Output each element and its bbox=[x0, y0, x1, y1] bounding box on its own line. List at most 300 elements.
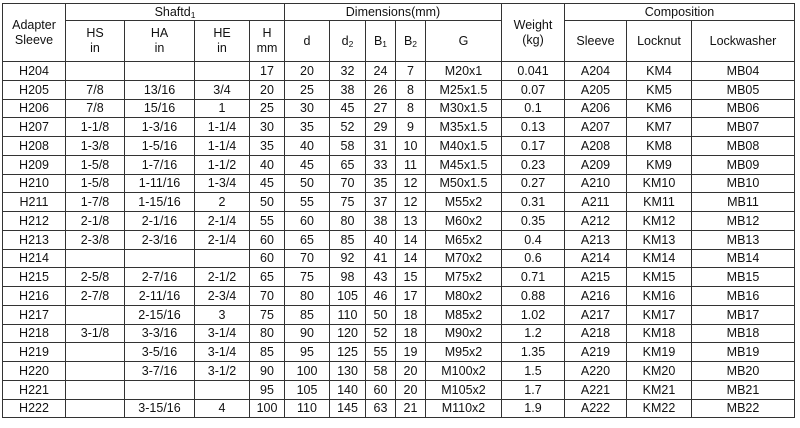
cell-d: 100 bbox=[285, 362, 330, 381]
cell-he: 2-1/4 bbox=[195, 230, 250, 249]
cell-he bbox=[195, 249, 250, 268]
dimensions-header: Dimensions(mm) bbox=[285, 4, 502, 21]
cell-ha: 2-1/16 bbox=[125, 212, 195, 231]
cell-d: 110 bbox=[285, 399, 330, 418]
cell-weight: 1.02 bbox=[502, 305, 565, 324]
cell-d2: 70 bbox=[330, 174, 366, 193]
cell-he: 3/4 bbox=[195, 80, 250, 99]
cell-d: 35 bbox=[285, 118, 330, 137]
cell-d2: 98 bbox=[330, 268, 366, 287]
cell-b2: 14 bbox=[396, 230, 426, 249]
cell-b1: 63 bbox=[366, 399, 396, 418]
cell-weight: 0.23 bbox=[502, 155, 565, 174]
cell-sleeve-id: H213 bbox=[3, 230, 66, 249]
d2-header bbox=[330, 21, 366, 62]
cell-g: M30x1.5 bbox=[426, 99, 502, 118]
cell-b1: 35 bbox=[366, 174, 396, 193]
cell-b2: 9 bbox=[396, 118, 426, 137]
cell-weight: 1.9 bbox=[502, 399, 565, 418]
cell-ha: 3-3/16 bbox=[125, 324, 195, 343]
cell-lockwasher: MB04 bbox=[692, 62, 795, 81]
cell-d: 20 bbox=[285, 62, 330, 81]
cell-hs: 1-5/8 bbox=[66, 155, 125, 174]
cell-d: 40 bbox=[285, 137, 330, 156]
cell-weight: 0.1 bbox=[502, 99, 565, 118]
shaft-header-subscript: 1 bbox=[190, 10, 196, 20]
cell-he: 2 bbox=[195, 193, 250, 212]
ha-header-line1: HA bbox=[150, 26, 169, 40]
cell-lockwasher: MB19 bbox=[692, 343, 795, 362]
header-row-top bbox=[3, 4, 795, 21]
cell-h: 35 bbox=[250, 137, 285, 156]
cell-hs bbox=[66, 305, 125, 324]
b1-header-subscript: 1 bbox=[382, 39, 388, 49]
cell-h: 45 bbox=[250, 174, 285, 193]
cell-d: 90 bbox=[285, 324, 330, 343]
he-header bbox=[195, 21, 250, 62]
cell-lockwasher: MB21 bbox=[692, 380, 795, 399]
cell-d: 70 bbox=[285, 249, 330, 268]
cell-hs bbox=[66, 399, 125, 418]
shaft-header-label: Shaftd bbox=[154, 5, 191, 19]
cell-sleeve: A222 bbox=[565, 399, 627, 418]
cell-ha: 1-15/16 bbox=[125, 193, 195, 212]
cell-b1: 31 bbox=[366, 137, 396, 156]
d2-header-label: d bbox=[341, 34, 349, 48]
cell-d: 50 bbox=[285, 174, 330, 193]
cell-d: 60 bbox=[285, 212, 330, 231]
cell-sleeve-id: H216 bbox=[3, 287, 66, 306]
cell-locknut: KM15 bbox=[627, 268, 692, 287]
cell-weight: 1.35 bbox=[502, 343, 565, 362]
cell-b2: 15 bbox=[396, 268, 426, 287]
cell-d2: 92 bbox=[330, 249, 366, 268]
cell-lockwasher: MB12 bbox=[692, 212, 795, 231]
cell-sleeve: A204 bbox=[565, 62, 627, 81]
cell-b2: 11 bbox=[396, 155, 426, 174]
cell-ha: 1-3/16 bbox=[125, 118, 195, 137]
cell-locknut: KM22 bbox=[627, 399, 692, 418]
cell-he: 3-1/2 bbox=[195, 362, 250, 381]
cell-ha: 15/16 bbox=[125, 99, 195, 118]
cell-b2: 8 bbox=[396, 99, 426, 118]
cell-g: M20x1 bbox=[426, 62, 502, 81]
cell-d2: 32 bbox=[330, 62, 366, 81]
cell-hs: 7/8 bbox=[66, 99, 125, 118]
cell-hs bbox=[66, 362, 125, 381]
cell-lockwasher: MB20 bbox=[692, 362, 795, 381]
cell-h: 70 bbox=[250, 287, 285, 306]
cell-d2: 65 bbox=[330, 155, 366, 174]
cell-g: M70x2 bbox=[426, 249, 502, 268]
cell-sleeve-id: H212 bbox=[3, 212, 66, 231]
cell-weight: 0.6 bbox=[502, 249, 565, 268]
cell-ha bbox=[125, 62, 195, 81]
cell-sleeve-id: H221 bbox=[3, 380, 66, 399]
cell-sleeve-id: H210 bbox=[3, 174, 66, 193]
cell-locknut: KM14 bbox=[627, 249, 692, 268]
cell-b2: 20 bbox=[396, 380, 426, 399]
cell-b2: 21 bbox=[396, 399, 426, 418]
cell-h: 65 bbox=[250, 268, 285, 287]
b1-header bbox=[366, 21, 396, 62]
cell-he: 1-3/4 bbox=[195, 174, 250, 193]
shaft-header bbox=[66, 4, 285, 21]
cell-hs bbox=[66, 343, 125, 362]
cell-b1: 50 bbox=[366, 305, 396, 324]
cell-hs bbox=[66, 249, 125, 268]
cell-h: 60 bbox=[250, 249, 285, 268]
cell-b1: 41 bbox=[366, 249, 396, 268]
cell-hs: 2-5/8 bbox=[66, 268, 125, 287]
sleeve-header: Sleeve bbox=[565, 21, 627, 62]
table-row bbox=[3, 324, 795, 343]
cell-locknut: KM8 bbox=[627, 137, 692, 156]
b2-header-subscript: 2 bbox=[412, 39, 418, 49]
cell-g: M105x2 bbox=[426, 380, 502, 399]
ha-header-line2: in bbox=[154, 41, 165, 55]
adapter-sleeve-header-line2: Sleeve bbox=[14, 32, 54, 47]
cell-he bbox=[195, 62, 250, 81]
cell-d2: 38 bbox=[330, 80, 366, 99]
cell-lockwasher: MB05 bbox=[692, 80, 795, 99]
cell-sleeve: A205 bbox=[565, 80, 627, 99]
cell-he: 1-1/2 bbox=[195, 155, 250, 174]
b2-header-label: B bbox=[403, 34, 413, 48]
cell-g: M80x2 bbox=[426, 287, 502, 306]
cell-sleeve-id: H207 bbox=[3, 118, 66, 137]
cell-lockwasher: MB10 bbox=[692, 174, 795, 193]
header-row-sub bbox=[3, 21, 795, 62]
weight-header-line2: (kg) bbox=[522, 32, 544, 47]
cell-d2: 85 bbox=[330, 230, 366, 249]
table-body bbox=[3, 62, 795, 418]
cell-sleeve: A214 bbox=[565, 249, 627, 268]
cell-weight: 1.5 bbox=[502, 362, 565, 381]
cell-g: M90x2 bbox=[426, 324, 502, 343]
table-row bbox=[3, 174, 795, 193]
cell-lockwasher: MB14 bbox=[692, 249, 795, 268]
cell-sleeve-id: H205 bbox=[3, 80, 66, 99]
cell-sleeve: A210 bbox=[565, 174, 627, 193]
cell-locknut: KM18 bbox=[627, 324, 692, 343]
cell-he: 3 bbox=[195, 305, 250, 324]
h-header bbox=[250, 21, 285, 62]
cell-lockwasher: MB06 bbox=[692, 99, 795, 118]
cell-he: 2-3/4 bbox=[195, 287, 250, 306]
cell-lockwasher: MB13 bbox=[692, 230, 795, 249]
cell-d: 95 bbox=[285, 343, 330, 362]
cell-he: 2-1/4 bbox=[195, 212, 250, 231]
cell-locknut: KM6 bbox=[627, 99, 692, 118]
cell-h: 17 bbox=[250, 62, 285, 81]
cell-locknut: KM13 bbox=[627, 230, 692, 249]
cell-b2: 8 bbox=[396, 80, 426, 99]
composition-header: Composition bbox=[565, 4, 795, 21]
adapter-sleeve-header bbox=[3, 4, 66, 62]
table-row bbox=[3, 62, 795, 81]
cell-sleeve: A219 bbox=[565, 343, 627, 362]
cell-hs: 7/8 bbox=[66, 80, 125, 99]
cell-g: M75x2 bbox=[426, 268, 502, 287]
cell-h: 20 bbox=[250, 80, 285, 99]
cell-weight: 1.7 bbox=[502, 380, 565, 399]
cell-sleeve: A216 bbox=[565, 287, 627, 306]
cell-sleeve-id: H215 bbox=[3, 268, 66, 287]
cell-g: M85x2 bbox=[426, 305, 502, 324]
cell-h: 95 bbox=[250, 380, 285, 399]
cell-weight: 0.041 bbox=[502, 62, 565, 81]
cell-sleeve-id: H218 bbox=[3, 324, 66, 343]
cell-lockwasher: MB22 bbox=[692, 399, 795, 418]
cell-ha bbox=[125, 380, 195, 399]
hs-header-line2: in bbox=[90, 41, 100, 55]
cell-locknut: KM16 bbox=[627, 287, 692, 306]
hs-header-line1: HS bbox=[86, 26, 104, 40]
cell-sleeve: A209 bbox=[565, 155, 627, 174]
cell-b1: 24 bbox=[366, 62, 396, 81]
cell-d2: 45 bbox=[330, 99, 366, 118]
cell-d: 25 bbox=[285, 80, 330, 99]
cell-lockwasher: MB15 bbox=[692, 268, 795, 287]
cell-weight: 0.88 bbox=[502, 287, 565, 306]
cell-b1: 37 bbox=[366, 193, 396, 212]
cell-hs: 1-5/8 bbox=[66, 174, 125, 193]
cell-b1: 27 bbox=[366, 99, 396, 118]
cell-d2: 52 bbox=[330, 118, 366, 137]
cell-locknut: KM17 bbox=[627, 305, 692, 324]
cell-b1: 52 bbox=[366, 324, 396, 343]
table-row bbox=[3, 155, 795, 174]
cell-g: M35x1.5 bbox=[426, 118, 502, 137]
cell-h: 25 bbox=[250, 99, 285, 118]
cell-d2: 75 bbox=[330, 193, 366, 212]
cell-locknut: KM21 bbox=[627, 380, 692, 399]
table-row bbox=[3, 118, 795, 137]
cell-sleeve-id: H222 bbox=[3, 399, 66, 418]
cell-g: M100x2 bbox=[426, 362, 502, 381]
cell-ha bbox=[125, 249, 195, 268]
cell-h: 55 bbox=[250, 212, 285, 231]
b2-header bbox=[396, 21, 426, 62]
cell-b1: 55 bbox=[366, 343, 396, 362]
cell-d2: 145 bbox=[330, 399, 366, 418]
cell-d: 55 bbox=[285, 193, 330, 212]
spec-table-container bbox=[2, 3, 795, 418]
cell-he: 1 bbox=[195, 99, 250, 118]
cell-sleeve: A220 bbox=[565, 362, 627, 381]
cell-b2: 20 bbox=[396, 362, 426, 381]
cell-d2: 80 bbox=[330, 212, 366, 231]
cell-h: 100 bbox=[250, 399, 285, 418]
cell-h: 90 bbox=[250, 362, 285, 381]
cell-lockwasher: MB09 bbox=[692, 155, 795, 174]
cell-he: 1-1/4 bbox=[195, 118, 250, 137]
cell-hs: 1-7/8 bbox=[66, 193, 125, 212]
cell-hs: 2-7/8 bbox=[66, 287, 125, 306]
cell-locknut: KM9 bbox=[627, 155, 692, 174]
cell-b2: 14 bbox=[396, 249, 426, 268]
cell-g: M55x2 bbox=[426, 193, 502, 212]
cell-h: 85 bbox=[250, 343, 285, 362]
cell-ha: 3-15/16 bbox=[125, 399, 195, 418]
cell-lockwasher: MB18 bbox=[692, 324, 795, 343]
cell-hs bbox=[66, 62, 125, 81]
cell-lockwasher: MB16 bbox=[692, 287, 795, 306]
cell-ha: 1-7/16 bbox=[125, 155, 195, 174]
cell-d: 75 bbox=[285, 268, 330, 287]
table-row bbox=[3, 212, 795, 231]
cell-sleeve: A206 bbox=[565, 99, 627, 118]
cell-he: 1-1/4 bbox=[195, 137, 250, 156]
hs-header bbox=[66, 21, 125, 62]
cell-ha: 13/16 bbox=[125, 80, 195, 99]
cell-sleeve-id: H220 bbox=[3, 362, 66, 381]
cell-d: 80 bbox=[285, 287, 330, 306]
cell-he: 3-1/4 bbox=[195, 324, 250, 343]
cell-sleeve-id: H209 bbox=[3, 155, 66, 174]
table-row bbox=[3, 249, 795, 268]
cell-b2: 13 bbox=[396, 212, 426, 231]
cell-g: M65x2 bbox=[426, 230, 502, 249]
cell-weight: 0.31 bbox=[502, 193, 565, 212]
cell-weight: 0.27 bbox=[502, 174, 565, 193]
b1-header-label: B bbox=[373, 34, 383, 48]
cell-lockwasher: MB07 bbox=[692, 118, 795, 137]
cell-locknut: KM7 bbox=[627, 118, 692, 137]
cell-locknut: KM20 bbox=[627, 362, 692, 381]
cell-d: 65 bbox=[285, 230, 330, 249]
cell-sleeve-id: H211 bbox=[3, 193, 66, 212]
cell-g: M25x1.5 bbox=[426, 80, 502, 99]
d-header: d bbox=[285, 21, 330, 62]
cell-hs: 1-3/8 bbox=[66, 137, 125, 156]
cell-sleeve: A211 bbox=[565, 193, 627, 212]
cell-locknut: KM4 bbox=[627, 62, 692, 81]
he-header-line1: HE bbox=[213, 26, 231, 40]
cell-sleeve: A217 bbox=[565, 305, 627, 324]
cell-h: 50 bbox=[250, 193, 285, 212]
cell-b2: 10 bbox=[396, 137, 426, 156]
cell-lockwasher: MB11 bbox=[692, 193, 795, 212]
cell-weight: 1.2 bbox=[502, 324, 565, 343]
cell-g: M40x1.5 bbox=[426, 137, 502, 156]
table-row bbox=[3, 230, 795, 249]
table-row bbox=[3, 99, 795, 118]
cell-sleeve-id: H206 bbox=[3, 99, 66, 118]
cell-ha: 2-7/16 bbox=[125, 268, 195, 287]
cell-b2: 12 bbox=[396, 174, 426, 193]
cell-d2: 130 bbox=[330, 362, 366, 381]
table-row bbox=[3, 193, 795, 212]
cell-h: 80 bbox=[250, 324, 285, 343]
cell-weight: 0.4 bbox=[502, 230, 565, 249]
table-row bbox=[3, 380, 795, 399]
cell-ha: 3-7/16 bbox=[125, 362, 195, 381]
ha-header bbox=[125, 21, 195, 62]
cell-d2: 140 bbox=[330, 380, 366, 399]
cell-sleeve-id: H208 bbox=[3, 137, 66, 156]
cell-lockwasher: MB17 bbox=[692, 305, 795, 324]
cell-d2: 125 bbox=[330, 343, 366, 362]
cell-he: 2-1/2 bbox=[195, 268, 250, 287]
cell-sleeve: A213 bbox=[565, 230, 627, 249]
cell-b2: 7 bbox=[396, 62, 426, 81]
cell-lockwasher: MB08 bbox=[692, 137, 795, 156]
cell-b1: 43 bbox=[366, 268, 396, 287]
cell-g: M95x2 bbox=[426, 343, 502, 362]
cell-hs: 1-1/8 bbox=[66, 118, 125, 137]
table-row bbox=[3, 362, 795, 381]
cell-d: 105 bbox=[285, 380, 330, 399]
adapter-sleeve-spec-table bbox=[2, 3, 795, 418]
cell-h: 60 bbox=[250, 230, 285, 249]
cell-b1: 46 bbox=[366, 287, 396, 306]
lockwasher-header: Lockwasher bbox=[692, 21, 795, 62]
cell-locknut: KM11 bbox=[627, 193, 692, 212]
cell-weight: 0.13 bbox=[502, 118, 565, 137]
cell-he: 4 bbox=[195, 399, 250, 418]
cell-sleeve: A218 bbox=[565, 324, 627, 343]
cell-sleeve: A208 bbox=[565, 137, 627, 156]
cell-ha: 2-11/16 bbox=[125, 287, 195, 306]
weight-header bbox=[502, 4, 565, 62]
cell-ha: 2-15/16 bbox=[125, 305, 195, 324]
weight-header-line1: Weight bbox=[513, 17, 553, 32]
cell-sleeve-id: H214 bbox=[3, 249, 66, 268]
cell-sleeve-id: H219 bbox=[3, 343, 66, 362]
cell-ha: 2-3/16 bbox=[125, 230, 195, 249]
cell-weight: 0.71 bbox=[502, 268, 565, 287]
adapter-sleeve-header-line1: Adapter bbox=[12, 17, 56, 32]
cell-locknut: KM10 bbox=[627, 174, 692, 193]
table-row bbox=[3, 305, 795, 324]
cell-d2: 110 bbox=[330, 305, 366, 324]
cell-b2: 12 bbox=[396, 193, 426, 212]
cell-g: M45x1.5 bbox=[426, 155, 502, 174]
cell-hs: 2-3/8 bbox=[66, 230, 125, 249]
cell-b1: 58 bbox=[366, 362, 396, 381]
cell-b2: 18 bbox=[396, 305, 426, 324]
cell-b2: 17 bbox=[396, 287, 426, 306]
cell-h: 75 bbox=[250, 305, 285, 324]
cell-h: 30 bbox=[250, 118, 285, 137]
cell-hs: 3-1/8 bbox=[66, 324, 125, 343]
cell-ha: 3-5/16 bbox=[125, 343, 195, 362]
cell-d2: 120 bbox=[330, 324, 366, 343]
table-row bbox=[3, 137, 795, 156]
cell-d2: 58 bbox=[330, 137, 366, 156]
cell-b1: 26 bbox=[366, 80, 396, 99]
cell-b2: 18 bbox=[396, 324, 426, 343]
h-header-line2: mm bbox=[256, 41, 278, 55]
cell-weight: 0.35 bbox=[502, 212, 565, 231]
cell-sleeve: A215 bbox=[565, 268, 627, 287]
cell-h: 40 bbox=[250, 155, 285, 174]
cell-sleeve: A221 bbox=[565, 380, 627, 399]
cell-b1: 40 bbox=[366, 230, 396, 249]
cell-ha: 1-5/16 bbox=[125, 137, 195, 156]
cell-g: M50x1.5 bbox=[426, 174, 502, 193]
he-header-line2: in bbox=[217, 41, 227, 55]
locknut-header: Locknut bbox=[627, 21, 692, 62]
table-row bbox=[3, 268, 795, 287]
cell-d: 30 bbox=[285, 99, 330, 118]
cell-sleeve: A207 bbox=[565, 118, 627, 137]
g-header: G bbox=[426, 21, 502, 62]
cell-locknut: KM5 bbox=[627, 80, 692, 99]
cell-b1: 33 bbox=[366, 155, 396, 174]
